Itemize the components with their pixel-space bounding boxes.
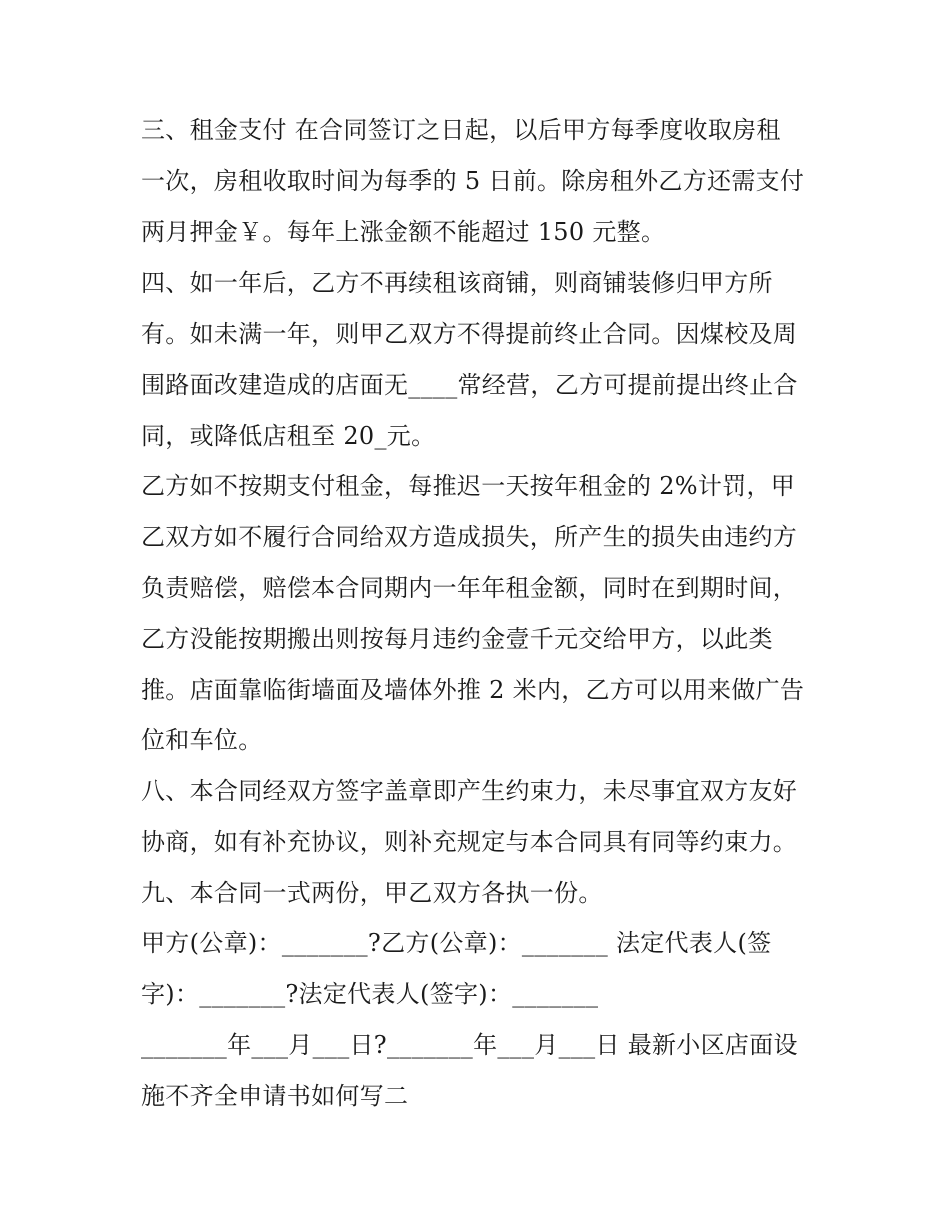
text-line: 推。店面靠临街墙面及墙体外推 2 米内，乙方可以用来做广告 [141, 676, 805, 704]
text-line: 有。如未满一年，则甲乙双方不得提前终止合同。因煤校及周 [141, 320, 798, 348]
text-line: 乙方没能按期搬出则按每月违约金壹千元交给甲方，以此类 [141, 625, 773, 653]
text-line: 三、租金支付 在合同签订之日起，以后甲方每季度收取房租 [141, 116, 781, 144]
text-line: 四、如一年后，乙方不再续租该商铺，则商铺装修归甲方所 [141, 269, 773, 297]
text-line: 围路面改建造成的店面无____常经营，乙方可提前提出终止合 [141, 371, 798, 399]
text-line: 协商，如有补充协议，则补充规定与本合同具有同等约束力。 [141, 828, 798, 856]
text-line: 甲方(公章)：_______?乙方(公章)：_______ 法定代表人(签 [141, 929, 772, 957]
text-line: _______年___月___日?_______年___月___日 最新小区店面设 [141, 1031, 798, 1059]
text-line: 一次，房租收取时间为每季的 5 日前。除房租外乙方还需支付 [141, 167, 805, 195]
text-line: 位和车位。 [141, 726, 263, 754]
text-line: 两月押金￥。每年上涨金额不能超过 150 元整。 [141, 218, 666, 246]
text-line: 字)：_______?法定代表人(签字)：_______ [141, 980, 599, 1008]
text-line: 负责赔偿，赔偿本合同期内一年年租金额，同时在到期时间， [141, 574, 798, 602]
text-line: 乙双方如不履行合同给双方造成损失，所产生的损失由违约方 [141, 523, 798, 551]
text-line: 施不齐全申请书如何写二 [141, 1082, 409, 1110]
text-line: 乙方如不按期支付租金，每推迟一天按年租金的 2%计罚，甲 [141, 472, 796, 500]
text-line: 九、本合同一式两份，甲乙双方各执一份。 [141, 879, 603, 907]
text-line: 同，或降低店租至 20_元。 [141, 422, 436, 450]
text-line: 八、本合同经双方签字盖章即产生约束力，未尽事宜双方友好 [141, 777, 798, 805]
